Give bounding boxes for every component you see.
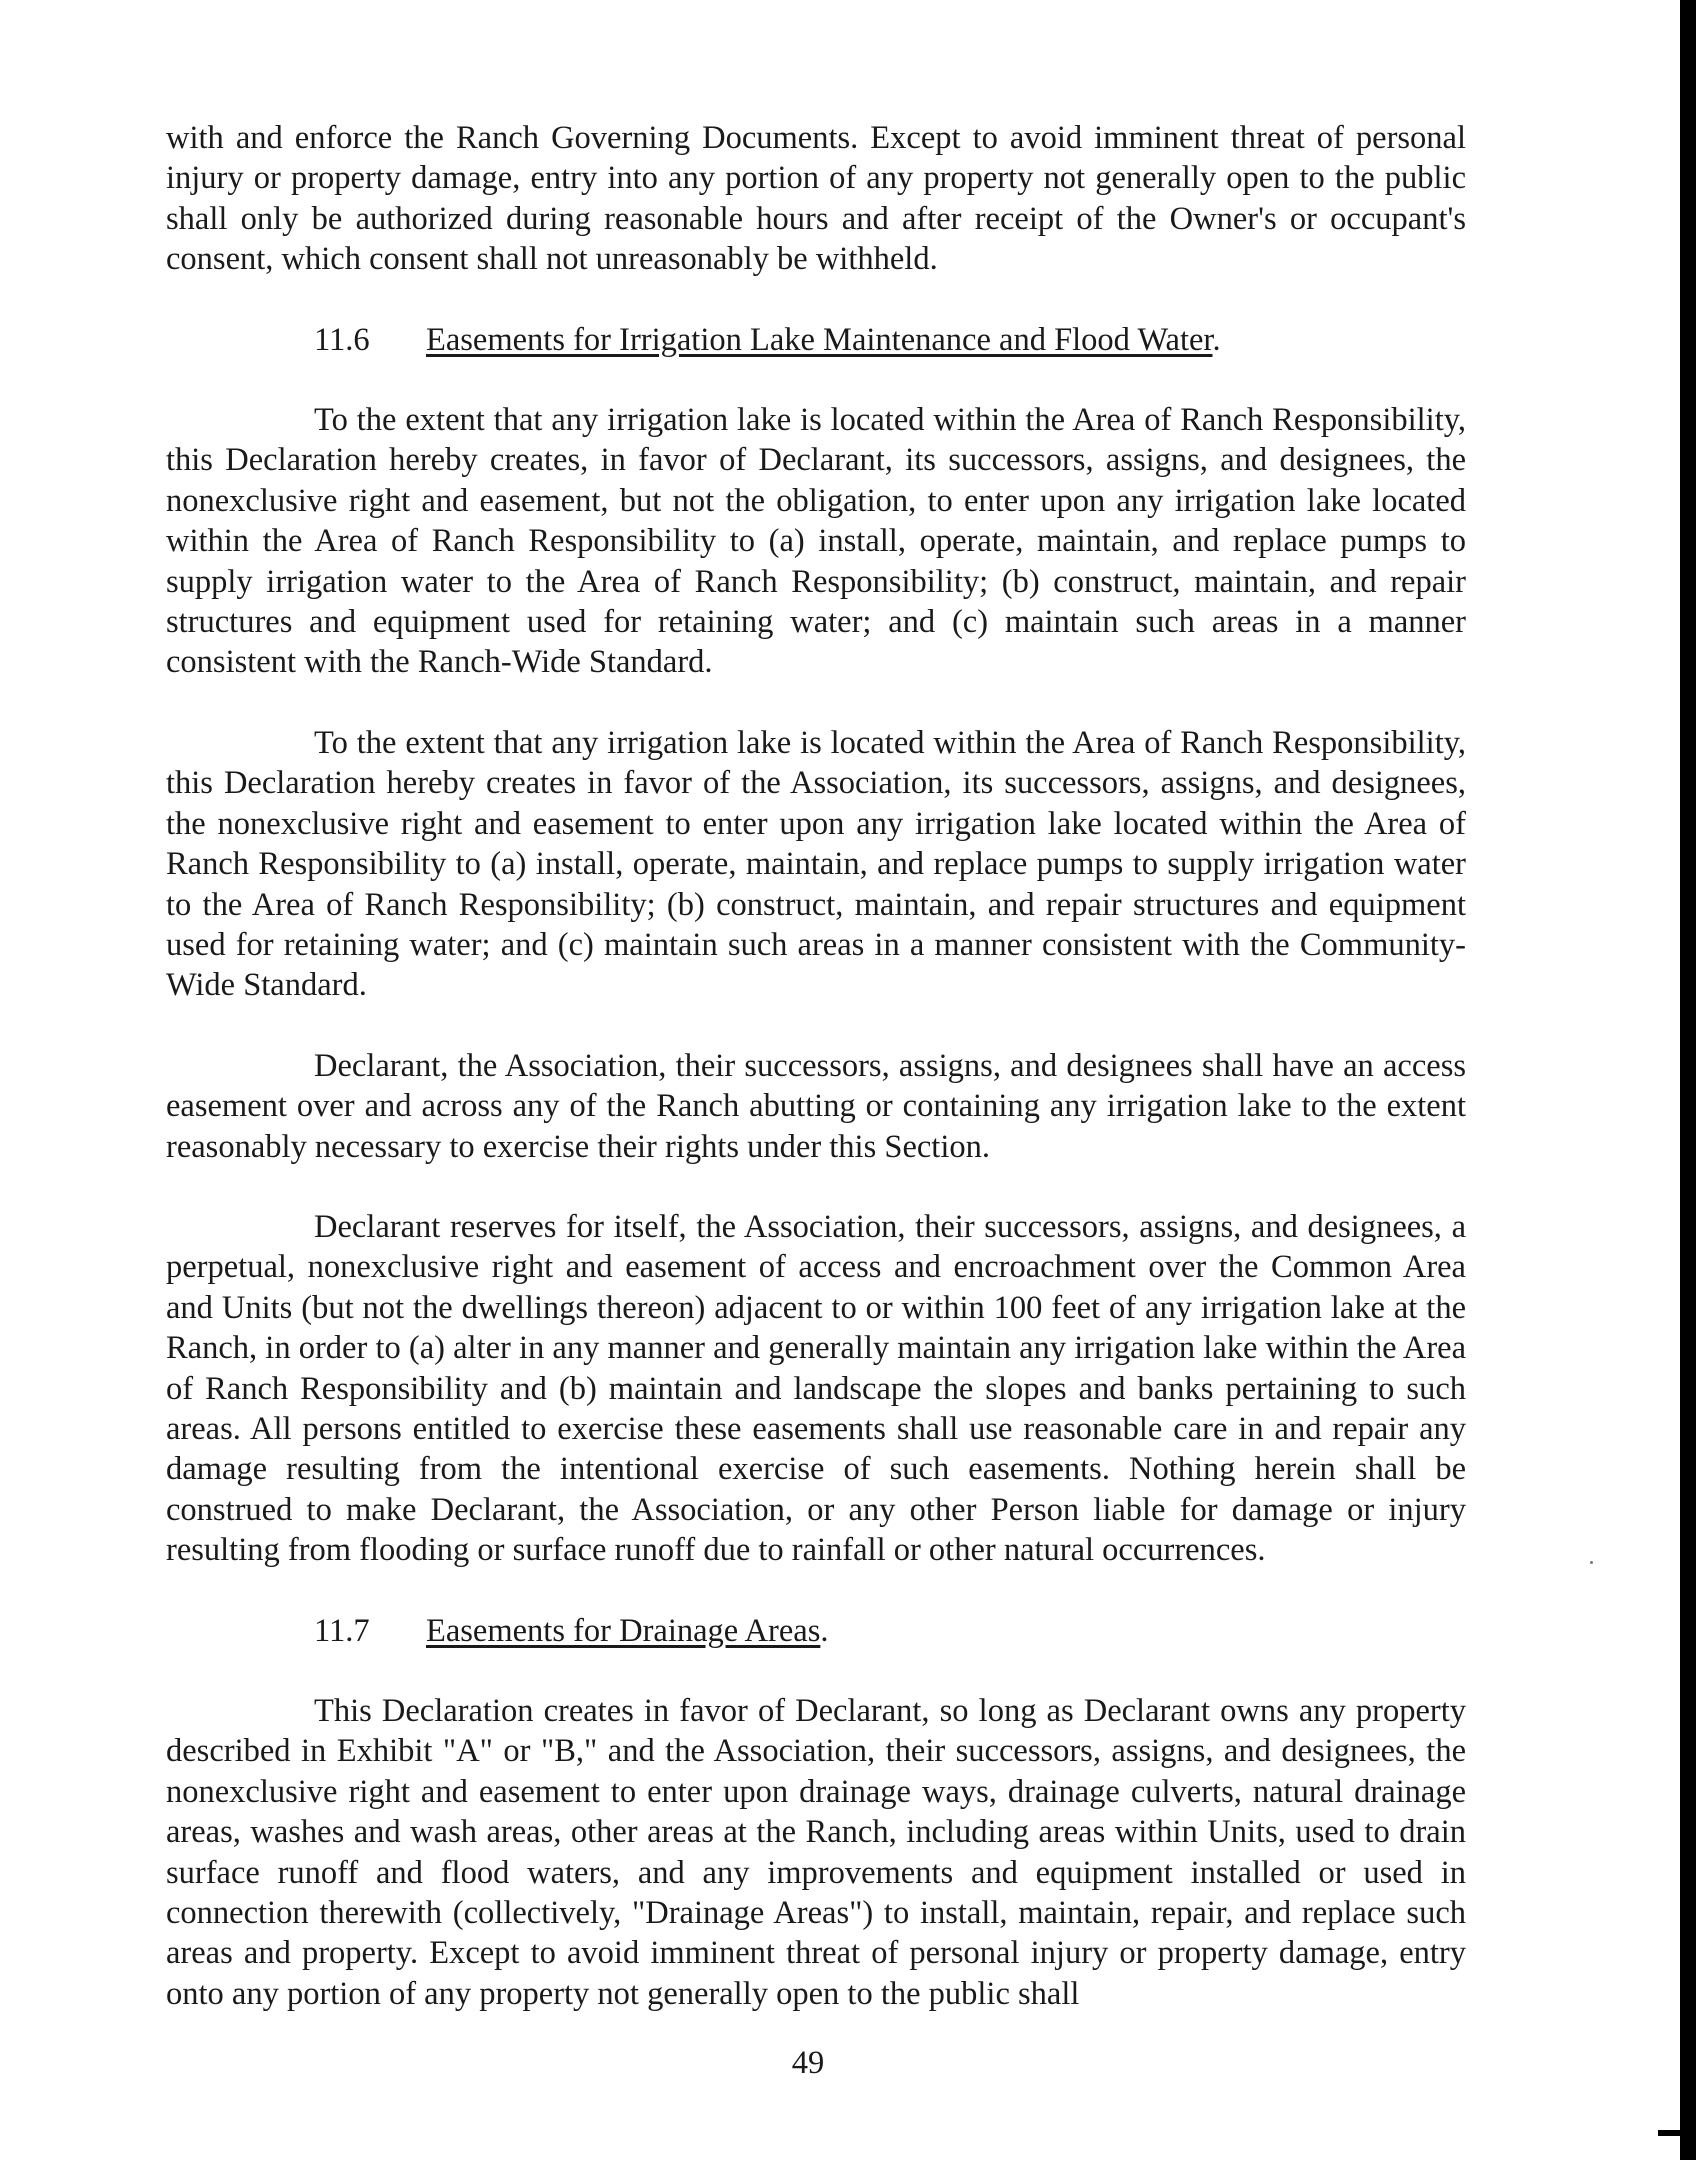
section-heading-11-6 <box>166 320 1466 360</box>
spacer <box>166 1571 1466 1611</box>
heading-period: . <box>820 1612 829 1649</box>
paragraph-access-easement: Declarant, the Association, their successors, assigns, and designees shall have an access easement over and across any of the Ranch abutting or containing any irrigation lake to the extent reasonably necessary to exercise their rights under this Section. <box>166 1047 1466 1165</box>
scan-speck <box>1590 1561 1593 1564</box>
spacer <box>166 1006 1466 1046</box>
spacer <box>166 1651 1466 1691</box>
section-title-wrap <box>426 320 1221 360</box>
section-heading-11-7 <box>166 1611 1466 1651</box>
section-number: 11.7 <box>314 1612 370 1649</box>
section-title: Easements for Irrigation Lake Maintenance and Flood Water <box>426 321 1213 358</box>
scan-edge-bar <box>1680 0 1696 2160</box>
page-body <box>166 118 1466 2014</box>
paragraph-declarant-lake-easement: To the extent that any irrigation lake is located within the Area of Ranch Responsibility, this Declaration hereby creates, in favor of Declarant, its successors, assigns, and designees, the nonexclusive right and easement, but not the obligation, to enter upon any irrigation lake located within the Area of Ranch Responsibility to (a) install, operate, maintain, and replace pumps to supply irrigation water to the Area of Ranch Responsibility; (b) construct, maintain, and repair structures and equipment used for retaining water; and (c) maintain such areas in a manner consistent with the Ranch-Wide Standard. <box>166 402 1466 681</box>
paragraph-continuation: with and enforce the Ranch Governing Documents. Except to avoid imminent threat of personal injury or property damage, entry into any portion of any property not generally open to the public shall only be authorized during reasonable hours and after receipt of the Owner's or occupant's consent, which consent shall not unreasonably be withheld. <box>166 120 1466 278</box>
paragraph-association-lake-easement: To the extent that any irrigation lake is located within the Area of Ranch Responsibility, this Declaration hereby creates in favor of the Association, its successors, assigns, and designees, the nonexclusive right and easement to enter upon any irrigation lake located within the Area of Ranch Responsibility to (a) install, operate, maintain, and replace pumps to supply irrigation water to the Area of Ranch Responsibility; (b) construct, maintain, and repair structures and equipment used for retaining water; and (c) maintain such areas in a manner consistent with the Community-Wide Standard. <box>166 724 1466 1004</box>
scan-edge-notch <box>1658 2130 1680 2136</box>
spacer <box>166 683 1466 723</box>
spacer <box>166 280 1466 320</box>
paragraph-encroachment-easement: Declarant reserves for itself, the Association, their successors, assigns, and designees, a perpetual, nonexclusive right and easement of access and encroachment over the Common Area and Units (but not the dwellings thereon) adjacent to or within 100 feet of any irrigation lake at the Ranch, in order to (a) alter in any manner and generally maintain any irrigation lake within the Area of Ranch Responsibility and (b) maintain and landscape the slopes and banks pertaining to such areas. All persons entitled to exercise these easements shall use reasonable care in and repair any damage resulting from the intentional exercise of such easements. Nothing herein shall be construed to make Declarant, the Association, or any other Person liable for damage or injury resulting from flooding or surface runoff due to rainfall or other natural occurrences. <box>166 1208 1466 1569</box>
spacer <box>166 360 1466 400</box>
heading-period: . <box>1212 321 1221 358</box>
section-title: Easements for Drainage Areas <box>426 1612 821 1649</box>
paragraph-drainage-easement: This Declaration creates in favor of Declarant, so long as Declarant owns any property described in Exhibit "A" or "B," and the Association, their successors, assigns, and designees, the nonexclusive right and easement to enter upon drainage ways, drainage culverts, natural drainage areas, washes and wash areas, other areas at the Ranch, including areas within Units, used to drain surface runoff and flood waters, and any improvements and equipment installed or used in connection therewith (collectively, "Drainage Areas") to install, maintain, repair, and replace such areas and property. Except to avoid imminent threat of personal injury or property damage, entry onto any portion of any property not generally open to the public shall <box>166 1693 1466 2012</box>
section-title-wrap <box>426 1611 828 1651</box>
page-number: 49 <box>791 2045 825 2081</box>
section-number: 11.6 <box>314 321 370 358</box>
spacer <box>166 1167 1466 1207</box>
